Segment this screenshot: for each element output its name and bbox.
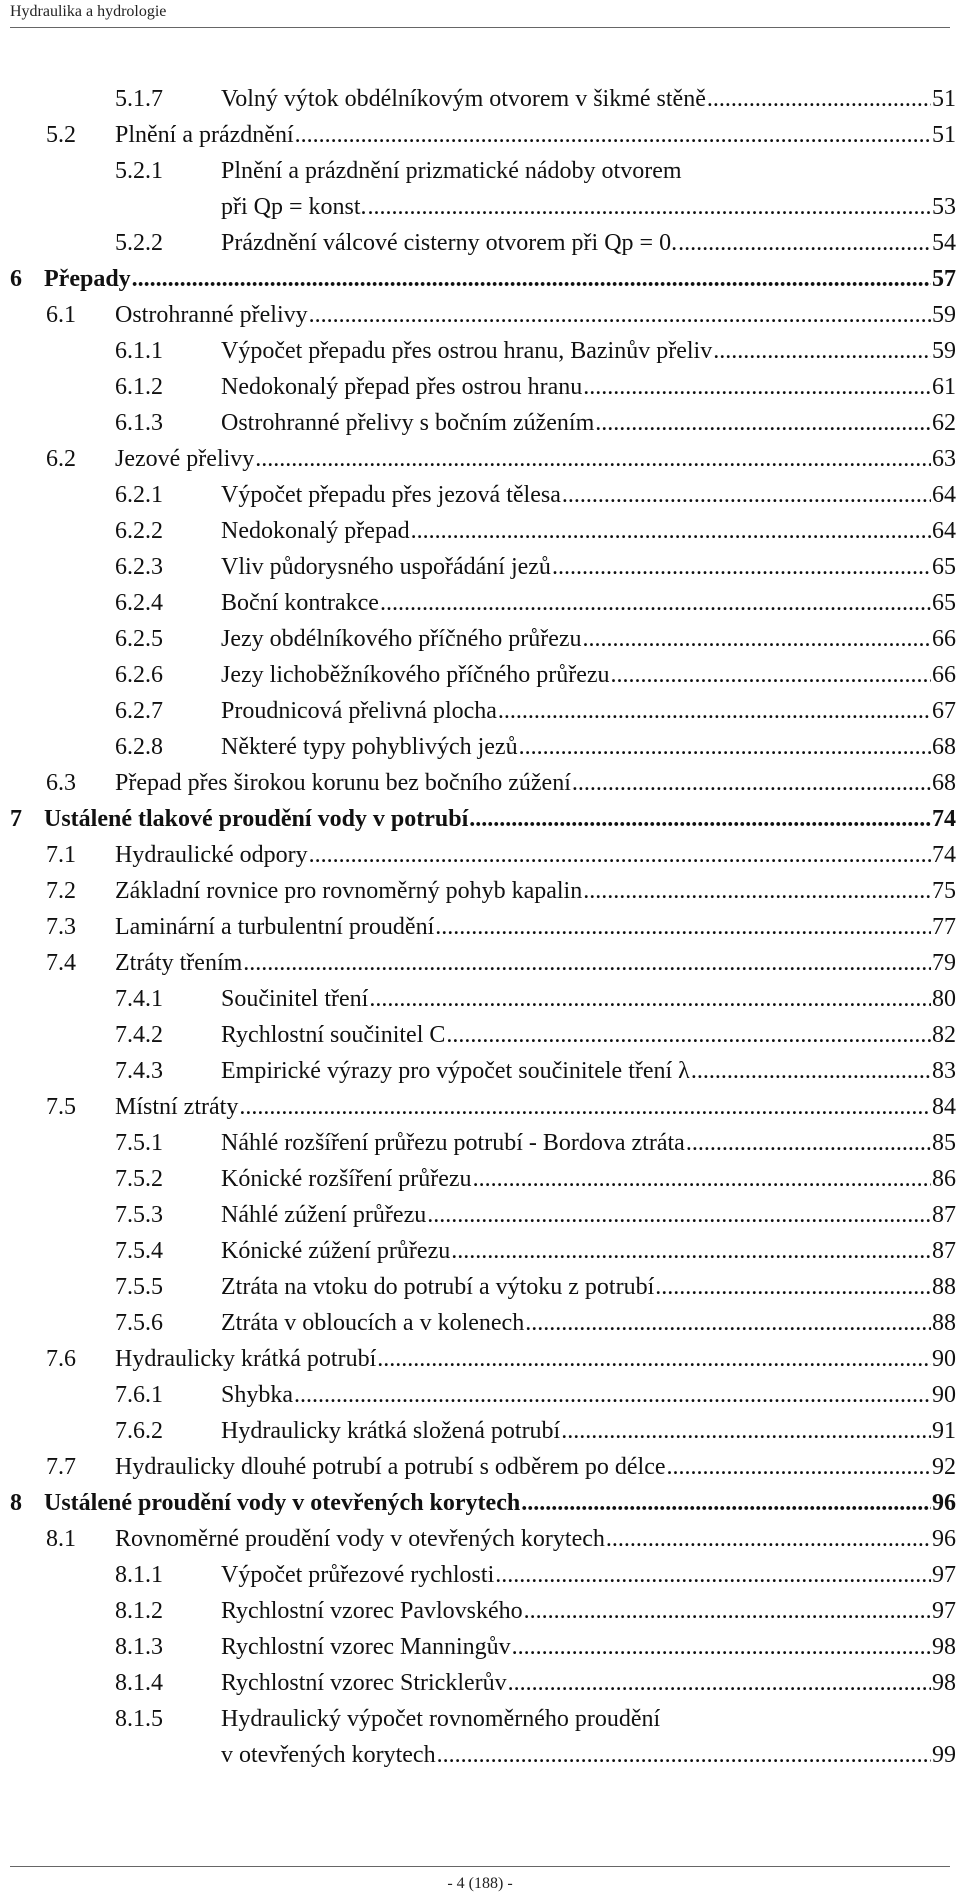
toc-entry[interactable] bbox=[0, 837, 960, 873]
toc-entry[interactable] bbox=[0, 621, 960, 657]
toc-entry[interactable] bbox=[0, 1269, 960, 1305]
toc-entry-title: Hydraulický výpočet rovnoměrného proudění bbox=[221, 1706, 661, 1732]
toc-leader-dots bbox=[562, 477, 931, 513]
toc-entry-page: 62 bbox=[932, 410, 956, 436]
toc-entry-number: 7.6 bbox=[46, 1346, 76, 1372]
page-number: - 4 (188) - bbox=[447, 1875, 513, 1892]
toc-leader-dots bbox=[583, 621, 931, 657]
toc-entry[interactable] bbox=[0, 909, 960, 945]
toc-leader-dots bbox=[713, 333, 931, 369]
toc-entry[interactable] bbox=[0, 1197, 960, 1233]
toc-entry[interactable] bbox=[0, 261, 960, 297]
toc-entry-title: při Qp = konst. bbox=[221, 194, 367, 220]
toc-entry-page: 65 bbox=[932, 554, 956, 580]
toc-entry-number: 8.1.5 bbox=[115, 1706, 163, 1732]
toc-leader-dots bbox=[521, 1485, 931, 1521]
toc-entry-title: Jezy obdélníkového příčného průřezu bbox=[221, 626, 582, 652]
running-header: Hydraulika a hydrologie bbox=[10, 3, 167, 20]
toc-entry-page: 92 bbox=[932, 1454, 956, 1480]
toc-leader-dots bbox=[606, 1521, 931, 1557]
toc-entry[interactable] bbox=[0, 333, 960, 369]
toc-entry-number: 6.2.7 bbox=[115, 698, 163, 724]
toc-entry[interactable] bbox=[0, 369, 960, 405]
toc-entry-number: 8.1.3 bbox=[115, 1634, 163, 1660]
toc-entry-number: 7.5.6 bbox=[115, 1310, 163, 1336]
toc-entry-number: 8.1.2 bbox=[115, 1598, 163, 1624]
toc-entry[interactable] bbox=[0, 1377, 960, 1413]
toc-entry[interactable] bbox=[0, 1233, 960, 1269]
toc-entry-title: Rovnoměrné proudění vody v otevřených korytech bbox=[115, 1526, 605, 1552]
toc-entry-number: 6.1.2 bbox=[115, 374, 163, 400]
toc-leader-dots bbox=[583, 873, 931, 909]
toc-entry-title: Nedokonalý přepad bbox=[221, 518, 410, 544]
toc-entry-number: 7.7 bbox=[46, 1454, 76, 1480]
toc-entry-number: 7.6.1 bbox=[115, 1382, 163, 1408]
toc-leader-dots bbox=[655, 1269, 931, 1305]
toc-entry-number: 7.4.3 bbox=[115, 1058, 163, 1084]
toc-entry-number: 8.1.4 bbox=[115, 1670, 163, 1696]
toc-entry[interactable] bbox=[0, 1161, 960, 1197]
toc-entry-page: 61 bbox=[932, 374, 956, 400]
toc-leader-dots bbox=[369, 981, 931, 1017]
toc-leader-dots bbox=[435, 909, 931, 945]
toc-entry-title: Ztráty třením bbox=[115, 950, 243, 976]
toc-entry-number: 7.5.5 bbox=[115, 1274, 163, 1300]
toc-leader-dots bbox=[309, 297, 931, 333]
toc-leader-dots bbox=[473, 1161, 931, 1197]
toc-entry-number: 6.1 bbox=[46, 302, 76, 328]
toc-entry[interactable] bbox=[0, 1665, 960, 1701]
toc-leader-dots bbox=[380, 585, 931, 621]
toc-entry-title: Ostrohranné přelivy s bočním zúžením bbox=[221, 410, 595, 436]
toc-entry-number: 6.2.1 bbox=[115, 482, 163, 508]
toc-entry-page: 87 bbox=[932, 1238, 956, 1264]
toc-entry-number: 5.1.7 bbox=[115, 86, 163, 112]
toc-entry-page: 96 bbox=[932, 1490, 956, 1516]
toc-entry-number: 6.2.4 bbox=[115, 590, 163, 616]
toc-entry-number: 6.2.8 bbox=[115, 734, 163, 760]
toc-entry-number: 6 bbox=[10, 266, 22, 292]
toc-entry[interactable] bbox=[0, 1557, 960, 1593]
toc-entry-title: Laminární a turbulentní proudění bbox=[115, 914, 435, 940]
toc-entry-number: 7.5.1 bbox=[115, 1130, 163, 1156]
toc-entry-page: 83 bbox=[932, 1058, 956, 1084]
toc-entry-page: 84 bbox=[932, 1094, 956, 1120]
toc-entry-page: 63 bbox=[932, 446, 956, 472]
toc-entry-page: 54 bbox=[932, 230, 956, 256]
toc-entry-title: Některé typy pohyblivých jezů bbox=[221, 734, 518, 760]
toc-entry[interactable] bbox=[0, 945, 960, 981]
toc-entry[interactable] bbox=[0, 1485, 960, 1521]
toc-entry-number: 7.6.2 bbox=[115, 1418, 163, 1444]
toc-leader-dots bbox=[255, 441, 931, 477]
toc-entry-page: 75 bbox=[932, 878, 956, 904]
toc-entry-number: 7.1 bbox=[46, 842, 76, 868]
toc-entry[interactable] bbox=[0, 1053, 960, 1089]
toc-leader-dots bbox=[377, 1341, 931, 1377]
toc-entry-title: Hydraulické odpory bbox=[115, 842, 308, 868]
header-rule bbox=[10, 27, 950, 28]
toc-leader-dots bbox=[495, 1557, 931, 1593]
toc-entry[interactable] bbox=[0, 189, 960, 225]
toc-entry-number: 6.2.2 bbox=[115, 518, 163, 544]
toc-entry-number: 7 bbox=[10, 806, 22, 832]
toc-leader-dots bbox=[295, 117, 931, 153]
toc-entry[interactable] bbox=[0, 225, 960, 261]
toc-entry-title: Výpočet přepadu přes jezová tělesa bbox=[221, 482, 561, 508]
toc-entry-page: 51 bbox=[932, 86, 956, 112]
toc-entry-page: 98 bbox=[932, 1634, 956, 1660]
toc-entry-title: Rychlostní vzorec Stricklerův bbox=[221, 1670, 507, 1696]
toc-entry-page: 51 bbox=[932, 122, 956, 148]
toc-entry[interactable] bbox=[0, 1017, 960, 1053]
toc-leader-dots bbox=[294, 1377, 931, 1413]
toc-entry-title: Výpočet průřezové rychlosti bbox=[221, 1562, 495, 1588]
toc-entry[interactable] bbox=[0, 405, 960, 441]
toc-entry-title: Proudnicová přelivná plocha bbox=[221, 698, 497, 724]
toc-entry-page: 59 bbox=[932, 338, 956, 364]
toc-entry-page: 97 bbox=[932, 1598, 956, 1624]
toc-entry[interactable] bbox=[0, 693, 960, 729]
toc-entry-page: 67 bbox=[932, 698, 956, 724]
toc-entry-page: 68 bbox=[932, 770, 956, 796]
toc-entry[interactable] bbox=[0, 1449, 960, 1485]
toc-entry-number: 7.5.2 bbox=[115, 1166, 163, 1192]
toc-entry-title: Hydraulicky dlouhé potrubí a potrubí s odběrem po délce bbox=[115, 1454, 666, 1480]
toc-entry-page: 90 bbox=[932, 1346, 956, 1372]
toc-entry-title: Volný výtok obdélníkovým otvorem v šikmé stěně bbox=[221, 86, 706, 112]
toc-entry-page: 82 bbox=[932, 1022, 956, 1048]
toc-entry-number: 7.4.1 bbox=[115, 986, 163, 1012]
toc-entry[interactable] bbox=[0, 1629, 960, 1665]
toc-leader-dots bbox=[469, 801, 931, 837]
toc-leader-dots bbox=[451, 1233, 931, 1269]
toc-entry-page: 53 bbox=[932, 194, 956, 220]
toc-entry[interactable] bbox=[0, 1413, 960, 1449]
toc-entry-page: 74 bbox=[932, 842, 956, 868]
toc-leader-dots bbox=[437, 1737, 931, 1773]
toc-entry-page: 85 bbox=[932, 1130, 956, 1156]
toc-entry-title: v otevřených korytech bbox=[221, 1742, 436, 1768]
toc-leader-dots bbox=[243, 945, 931, 981]
toc-entry-page: 96 bbox=[932, 1526, 956, 1552]
toc-entry[interactable] bbox=[0, 1125, 960, 1161]
toc-entry[interactable] bbox=[0, 585, 960, 621]
toc-entry-title: Náhlé zúžení průřezu bbox=[221, 1202, 427, 1228]
toc-leader-dots bbox=[561, 1413, 931, 1449]
toc-entry[interactable] bbox=[0, 801, 960, 837]
toc-entry-number: 7.4.2 bbox=[115, 1022, 163, 1048]
toc-entry-title: Rychlostní vzorec Manningův bbox=[221, 1634, 511, 1660]
toc-entry-number: 7.5.4 bbox=[115, 1238, 163, 1264]
toc-leader-dots bbox=[707, 81, 931, 117]
toc-entry-title: Jezové přelivy bbox=[115, 446, 255, 472]
toc-entry-page: 88 bbox=[932, 1274, 956, 1300]
toc-entry-number: 7.5 bbox=[46, 1094, 76, 1120]
toc-entry[interactable] bbox=[0, 1305, 960, 1341]
toc-entry-page: 90 bbox=[932, 1382, 956, 1408]
toc-leader-dots bbox=[309, 837, 931, 873]
toc-entry[interactable] bbox=[0, 873, 960, 909]
toc-entry-number: 7.5.3 bbox=[115, 1202, 163, 1228]
toc-entry[interactable] bbox=[0, 1593, 960, 1629]
toc-entry-number: 6.2 bbox=[46, 446, 76, 472]
toc-entry-title: Rychlostní součinitel C bbox=[221, 1022, 446, 1048]
toc-leader-dots bbox=[132, 261, 931, 297]
toc-entry-title: Základní rovnice pro rovnoměrný pohyb kapalin bbox=[115, 878, 583, 904]
toc-entry-page: 57 bbox=[932, 266, 956, 292]
toc-entry-title: Ostrohranné přelivy bbox=[115, 302, 308, 328]
toc-entry[interactable] bbox=[0, 729, 960, 765]
toc-entry-title: Plnění a prázdnění bbox=[115, 122, 294, 148]
toc-leader-dots bbox=[524, 1593, 931, 1629]
toc-entry-page: 64 bbox=[932, 482, 956, 508]
toc-entry-number: 5.2.2 bbox=[115, 230, 163, 256]
toc-entry[interactable] bbox=[0, 549, 960, 585]
toc-entry-title: Náhlé rozšíření průřezu potrubí - Bordova ztráta bbox=[221, 1130, 685, 1156]
toc-entry-number: 7.4 bbox=[46, 950, 76, 976]
toc-leader-dots bbox=[498, 693, 931, 729]
toc-entry-title: Jezy lichoběžníkového příčného průřezu bbox=[221, 662, 610, 688]
footer-rule bbox=[10, 1866, 950, 1867]
toc-entry-title: Shybka bbox=[221, 1382, 293, 1408]
toc-entry-page: 97 bbox=[932, 1562, 956, 1588]
toc-entry-number: 6.3 bbox=[46, 770, 76, 796]
toc-entry-number: 6.1.1 bbox=[115, 338, 163, 364]
toc-leader-dots bbox=[611, 657, 931, 693]
toc-leader-dots bbox=[678, 225, 931, 261]
toc-entry-number: 5.2 bbox=[46, 122, 76, 148]
toc-entry-page: 87 bbox=[932, 1202, 956, 1228]
toc-entry-page: 91 bbox=[932, 1418, 956, 1444]
toc-leader-dots bbox=[411, 513, 931, 549]
toc-entry-title: Přepad přes širokou korunu bez bočního zúžení bbox=[115, 770, 571, 796]
toc-entry-title: Ustálené proudění vody v otevřených korytech bbox=[44, 1490, 521, 1516]
toc-leader-dots bbox=[239, 1089, 931, 1125]
toc-leader-dots bbox=[519, 729, 931, 765]
toc-leader-dots bbox=[667, 1449, 931, 1485]
toc-entry-number: 8.1.1 bbox=[115, 1562, 163, 1588]
toc-leader-dots bbox=[368, 189, 931, 225]
toc-entry-title: Kónické zúžení průřezu bbox=[221, 1238, 451, 1264]
toc-entry-number: 6.1.3 bbox=[115, 410, 163, 436]
toc-leader-dots bbox=[595, 405, 931, 441]
toc-leader-dots bbox=[512, 1629, 931, 1665]
toc-entry[interactable] bbox=[0, 81, 960, 117]
toc-leader-dots bbox=[686, 1125, 931, 1161]
toc-entry-number: 7.3 bbox=[46, 914, 76, 940]
toc-entry-title: Prázdnění válcové cisterny otvorem při Qp = 0. bbox=[221, 230, 678, 256]
toc-entry-title: Místní ztráty bbox=[115, 1094, 239, 1120]
toc-entry-title: Vliv půdorysného uspořádání jezů bbox=[221, 554, 551, 580]
toc-leader-dots bbox=[508, 1665, 931, 1701]
toc-entry[interactable] bbox=[0, 441, 960, 477]
toc-entry-page: 66 bbox=[932, 662, 956, 688]
toc-leader-dots bbox=[446, 1017, 931, 1053]
toc-entry-title: Empirické výrazy pro výpočet součinitele tření λ bbox=[221, 1058, 690, 1084]
toc-entry[interactable] bbox=[0, 1737, 960, 1773]
toc-leader-dots bbox=[583, 369, 931, 405]
toc-entry-title: Plnění a prázdnění prizmatické nádoby otvorem bbox=[221, 158, 682, 184]
toc-entry-page: 80 bbox=[932, 986, 956, 1012]
toc-entry[interactable] bbox=[0, 1341, 960, 1377]
toc-entry-page: 98 bbox=[932, 1670, 956, 1696]
toc-entry[interactable] bbox=[0, 117, 960, 153]
toc-entry-page: 79 bbox=[932, 950, 956, 976]
toc-entry-number: 8.1 bbox=[46, 1526, 76, 1552]
toc-entry[interactable] bbox=[0, 1701, 960, 1737]
toc-entry-page: 86 bbox=[932, 1166, 956, 1192]
toc-entry-page: 65 bbox=[932, 590, 956, 616]
toc-leader-dots bbox=[572, 765, 931, 801]
toc-entry-page: 88 bbox=[932, 1310, 956, 1336]
toc-entry[interactable] bbox=[0, 765, 960, 801]
toc-entry-number: 6.2.5 bbox=[115, 626, 163, 652]
toc-entry-title: Hydraulicky krátká potrubí bbox=[115, 1346, 377, 1372]
toc-entry[interactable] bbox=[0, 1089, 960, 1125]
toc-entry-number: 7.2 bbox=[46, 878, 76, 904]
toc-entry-page: 68 bbox=[932, 734, 956, 760]
toc-entry-number: 5.2.1 bbox=[115, 158, 163, 184]
toc-entry-title: Ztráta na vtoku do potrubí a výtoku z potrubí bbox=[221, 1274, 655, 1300]
toc-entry-page: 66 bbox=[932, 626, 956, 652]
toc-entry-title: Součinitel tření bbox=[221, 986, 369, 1012]
toc-leader-dots bbox=[691, 1053, 931, 1089]
toc-leader-dots bbox=[552, 549, 931, 585]
toc-entry[interactable] bbox=[0, 477, 960, 513]
toc-entry-title: Kónické rozšíření průřezu bbox=[221, 1166, 472, 1192]
toc-entry-title: Nedokonalý přepad přes ostrou hranu bbox=[221, 374, 583, 400]
toc-entry[interactable] bbox=[0, 657, 960, 693]
toc-entry-title: Hydraulicky krátká složená potrubí bbox=[221, 1418, 561, 1444]
toc-entry-number: 6.2.3 bbox=[115, 554, 163, 580]
toc-entry[interactable] bbox=[0, 153, 960, 189]
toc-entry[interactable] bbox=[0, 1521, 960, 1557]
toc-entry-title: Rychlostní vzorec Pavlovského bbox=[221, 1598, 523, 1624]
toc-entry-title: Výpočet přepadu přes ostrou hranu, Bazinův přeliv bbox=[221, 338, 713, 364]
toc-entry-title: Ztráta v obloucích a v kolenech bbox=[221, 1310, 525, 1336]
toc-leader-dots bbox=[427, 1197, 931, 1233]
toc-entry-page: 74 bbox=[932, 806, 956, 832]
toc-entry[interactable] bbox=[0, 297, 960, 333]
toc-entry-page: 99 bbox=[932, 1742, 956, 1768]
toc-entry-page: 77 bbox=[932, 914, 956, 940]
toc-entry-title: Ustálené tlakové proudění vody v potrubí bbox=[44, 806, 469, 832]
toc-entry-page: 59 bbox=[932, 302, 956, 328]
toc-leader-dots bbox=[525, 1305, 931, 1341]
toc-entry-number: 6.2.6 bbox=[115, 662, 163, 688]
toc-entry-number: 8 bbox=[10, 1490, 22, 1516]
toc-entry-title: Boční kontrakce bbox=[221, 590, 379, 616]
toc-entry[interactable] bbox=[0, 513, 960, 549]
toc-entry-page: 64 bbox=[932, 518, 956, 544]
toc-entry[interactable] bbox=[0, 981, 960, 1017]
toc-entry-title: Přepady bbox=[44, 266, 131, 292]
